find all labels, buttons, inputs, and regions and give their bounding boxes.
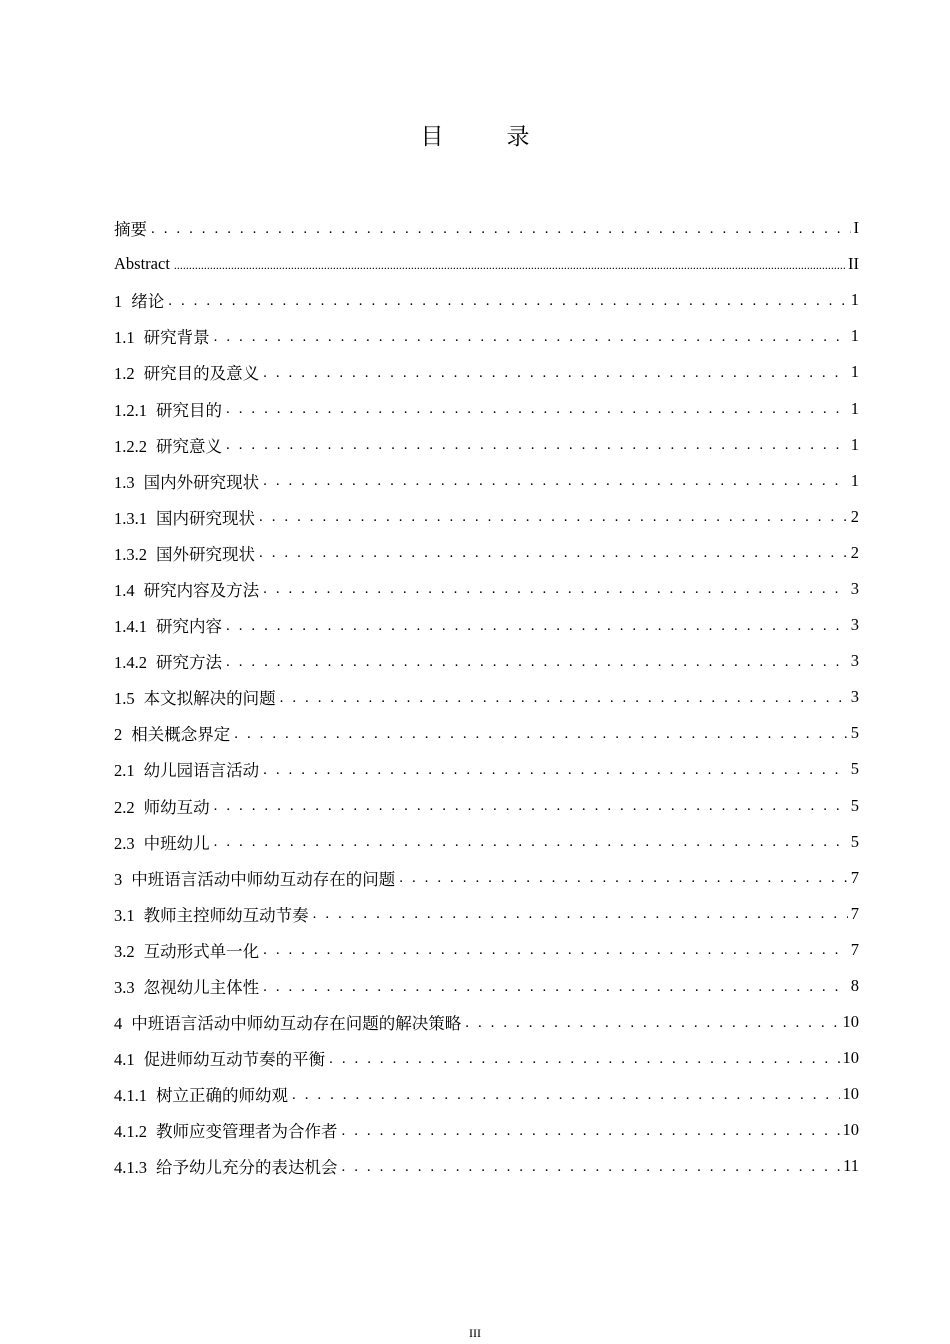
toc-entry-page: 2 — [850, 542, 859, 562]
toc-entry[interactable] — [114, 571, 859, 607]
toc-entry-number: 1.1 — [114, 328, 135, 348]
toc-entry-title — [114, 794, 210, 818]
toc-entry-number: 1.5 — [114, 689, 135, 709]
toc-entry[interactable] — [114, 968, 859, 1004]
toc-entry-page: I — [853, 218, 859, 238]
toc-entry-page: 8 — [850, 976, 859, 996]
toc-entry-number: 4.1.1 — [114, 1086, 147, 1106]
toc-entry-title — [114, 721, 230, 745]
dot-leader — [226, 617, 848, 634]
toc-entry-number: 1.2.1 — [114, 400, 147, 420]
toc-entry-title — [114, 902, 309, 926]
toc-entry-page: 1 — [850, 326, 859, 346]
dot-leader — [399, 869, 848, 886]
toc-entry[interactable] — [114, 679, 859, 715]
toc-entry-label: 国内研究现状 — [156, 508, 255, 528]
toc-entry-title — [114, 757, 259, 781]
toc-entry-page: 7 — [850, 939, 859, 959]
toc-entry-label: 研究目的及意义 — [143, 364, 260, 384]
toc-entry-number: 1.3.2 — [114, 544, 147, 564]
toc-entry-label: 研究意义 — [156, 436, 222, 456]
dot-leader — [329, 1050, 839, 1067]
toc-entry[interactable] — [114, 246, 859, 282]
toc-entry-number: 1.4.2 — [114, 653, 147, 673]
toc-entry-number: 1.4 — [114, 580, 135, 600]
toc-entry-title — [114, 649, 222, 673]
toc-entry[interactable] — [114, 318, 859, 354]
toc-entry-number: 4.1 — [114, 1050, 135, 1070]
toc-entry[interactable] — [114, 932, 859, 968]
toc-entry-page: 7 — [850, 867, 859, 887]
toc-entry[interactable] — [114, 463, 859, 499]
dot-leader — [342, 1122, 840, 1139]
dot-leader — [168, 292, 848, 309]
toc-entry-number: 4 — [114, 1014, 123, 1034]
toc-entry-number: 1 — [114, 292, 123, 312]
toc-entry-title — [114, 613, 222, 637]
dot-leader — [214, 797, 848, 814]
toc-entry[interactable] — [114, 210, 859, 246]
toc-entry-page: 3 — [850, 615, 859, 635]
dot-leader — [342, 1158, 841, 1175]
toc-entry[interactable] — [114, 1040, 859, 1076]
dot-leader — [280, 689, 848, 706]
toc-entry-page: 3 — [850, 687, 859, 707]
toc-entry-number: 3.2 — [114, 941, 135, 961]
dot-leader — [234, 725, 848, 742]
toc-entry-title — [114, 1010, 461, 1034]
dot-leader — [226, 436, 848, 453]
toc-entry-title — [114, 216, 147, 240]
toc-entry-number: 4.1.2 — [114, 1122, 147, 1142]
toc-entry-label: 中班幼儿 — [143, 833, 210, 853]
toc-entry-page: 1 — [850, 470, 859, 490]
toc-entry-number: 3.1 — [114, 905, 135, 925]
dot-leader — [263, 472, 848, 489]
toc-entry-label: 师幼互动 — [143, 797, 210, 817]
toc-entry-title — [114, 1154, 338, 1178]
toc-entry-label: 教师应变管理者为合作者 — [156, 1122, 338, 1142]
toc-entry-page: 11 — [843, 1156, 859, 1176]
toc-entry-page: 1 — [850, 398, 859, 418]
toc-entry[interactable] — [114, 282, 859, 318]
toc-entry-title — [114, 288, 164, 312]
toc-entry-title — [114, 360, 259, 384]
dot-leader — [292, 1086, 840, 1103]
toc-entry-title — [114, 1118, 338, 1142]
toc-entry-page: II — [848, 254, 859, 274]
toc-entry-label: 研究目的 — [156, 400, 222, 420]
toc-entry-number: 1.2.2 — [114, 436, 147, 456]
toc-entry-label: 研究背景 — [143, 328, 210, 348]
dot-leader — [313, 905, 848, 922]
toc-entry-title — [114, 938, 259, 962]
toc-entry-title — [114, 505, 255, 529]
toc-entry[interactable] — [114, 860, 859, 896]
dot-leader — [151, 220, 851, 237]
dot-leader — [226, 653, 848, 670]
toc-entry-label: 摘要 — [114, 220, 147, 240]
toc-entry-label: 给予幼儿充分的表达机会 — [156, 1158, 338, 1178]
toc-entry-title — [114, 577, 259, 601]
dot-leader — [214, 328, 848, 345]
toc-entry-number: 1.3 — [114, 472, 135, 492]
toc-entry-number: 2.2 — [114, 797, 135, 817]
toc-entry-label: 绪论 — [131, 292, 165, 312]
toc-entry-label: 研究方法 — [156, 653, 222, 673]
toc-entry-label: 互动形式单一化 — [143, 941, 260, 961]
toc-entry-title — [114, 433, 222, 457]
toc-entry[interactable] — [114, 1076, 859, 1112]
dot-leader — [465, 1014, 839, 1031]
toc-entry-page: 5 — [850, 831, 859, 851]
toc-entry-label: 国外研究现状 — [156, 544, 255, 564]
toc-entry-number: 2.1 — [114, 761, 135, 781]
toc-entry-title — [114, 866, 395, 890]
toc-entry-label: 树立正确的师幼观 — [156, 1086, 288, 1106]
page-title: 目 录 — [420, 124, 550, 149]
toc-entry-title — [114, 469, 259, 493]
toc-entry-title — [114, 1082, 288, 1106]
dot-leader — [263, 580, 848, 597]
toc-entry-title — [114, 974, 259, 998]
dot-leader — [259, 544, 848, 561]
toc-entry-label: 忽视幼儿主体性 — [143, 978, 260, 998]
toc-entry-number: 4.1.3 — [114, 1158, 147, 1178]
toc-entry-page: 3 — [850, 578, 859, 598]
toc-entry-page: 5 — [850, 723, 859, 743]
toc-entry-page: 10 — [842, 1084, 859, 1104]
toc-entry-label: 幼儿园语言活动 — [143, 761, 260, 781]
toc-entry[interactable] — [114, 1112, 859, 1148]
dot-leader — [214, 833, 848, 850]
toc-entry-page: 10 — [842, 1048, 859, 1068]
toc-entry[interactable] — [114, 1148, 859, 1184]
toc-entry-label: 研究内容 — [156, 617, 222, 637]
dot-leader — [263, 941, 848, 958]
toc-entry-page: 7 — [850, 903, 859, 923]
toc-entry-number: 1.2 — [114, 364, 135, 384]
dot-leader — [263, 978, 848, 995]
toc-entry-page: 3 — [850, 651, 859, 671]
toc-entry-label: 研究内容及方法 — [143, 580, 260, 600]
toc-entry-title — [114, 254, 170, 274]
dot-leader — [174, 257, 845, 271]
toc-entry-label: 促进师幼互动节奏的平衡 — [143, 1050, 326, 1070]
dot-leader — [226, 400, 848, 417]
toc-entry-page: 1 — [850, 362, 859, 382]
toc-entry-title — [114, 830, 210, 854]
toc-entry[interactable] — [114, 354, 859, 390]
toc-entry-label: Abstract — [114, 254, 170, 274]
toc-entry[interactable] — [114, 751, 859, 787]
toc-entry[interactable] — [114, 643, 859, 679]
toc-entry[interactable] — [114, 535, 859, 571]
toc-entry[interactable] — [114, 896, 859, 932]
toc-entry-number: 3.3 — [114, 978, 135, 998]
toc-entry-label: 本文拟解决的问题 — [143, 689, 276, 709]
toc-entry-page: 1 — [850, 434, 859, 454]
page-number: III — [469, 1326, 481, 1340]
toc-entry-page: 10 — [842, 1012, 859, 1032]
toc-entry-page: 10 — [842, 1120, 859, 1140]
toc-entry[interactable] — [114, 390, 859, 426]
toc-entry-number: 3 — [114, 869, 123, 889]
toc-entry-label: 相关概念界定 — [131, 725, 231, 745]
dot-leader — [263, 761, 848, 778]
toc-entry-title — [114, 541, 255, 565]
toc-entry-page: 5 — [850, 795, 859, 815]
toc-entry-number: 1.3.1 — [114, 508, 147, 528]
toc-entry-page: 1 — [850, 290, 859, 310]
toc-entry-page: 5 — [850, 759, 859, 779]
toc-entry-title — [114, 397, 222, 421]
toc-entry-page: 2 — [850, 506, 859, 526]
toc-entry-number: 2 — [114, 725, 123, 745]
table-of-contents — [114, 210, 859, 1185]
toc-entry-number: 2.3 — [114, 833, 135, 853]
toc-entry[interactable] — [114, 788, 859, 824]
toc-entry-label: 中班语言活动中师幼互动存在问题的解决策略 — [131, 1014, 462, 1034]
toc-entry-label: 中班语言活动中师幼互动存在的问题 — [131, 869, 396, 889]
toc-entry-title — [114, 685, 276, 709]
toc-entry-number: 1.4.1 — [114, 617, 147, 637]
toc-entry-label: 教师主控师幼互动节奏 — [143, 905, 309, 925]
toc-entry[interactable] — [114, 715, 859, 751]
dot-leader — [259, 508, 848, 525]
toc-entry-label: 国内外研究现状 — [143, 472, 260, 492]
toc-entry[interactable] — [114, 607, 859, 643]
toc-entry-title — [114, 324, 210, 348]
toc-entry[interactable] — [114, 824, 859, 860]
dot-leader — [263, 364, 848, 381]
toc-entry[interactable] — [114, 499, 859, 535]
toc-entry[interactable] — [114, 1004, 859, 1040]
toc-entry[interactable] — [114, 427, 859, 463]
toc-entry-title — [114, 1046, 325, 1070]
